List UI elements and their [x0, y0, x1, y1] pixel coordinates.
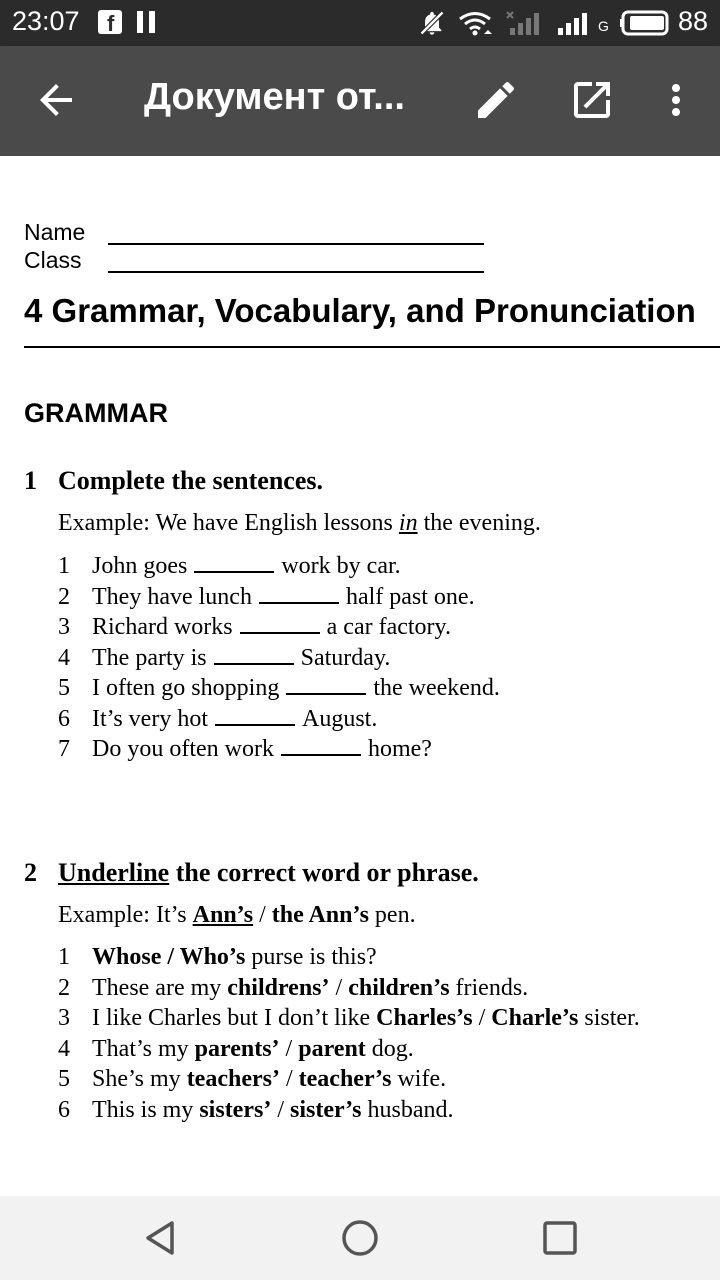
choice-option[interactable]: children’s [348, 974, 450, 1001]
item-number: 3 [58, 614, 70, 640]
example-part: / [253, 902, 272, 928]
item-number: 6 [58, 1096, 70, 1123]
facebook-icon: f [98, 10, 122, 34]
pause-icon [137, 11, 157, 33]
status-bar [0, 0, 720, 46]
item-number: 5 [58, 1066, 70, 1092]
item-text: friends. [449, 974, 529, 1001]
nav-recents-icon[interactable] [540, 1218, 580, 1258]
document-page[interactable] [0, 156, 720, 1196]
exercise-2-number: 2 [24, 858, 37, 887]
answer-blank[interactable] [240, 614, 320, 634]
battery-level: 88 [677, 6, 708, 36]
battery-icon [620, 10, 670, 36]
exercise-2-item [58, 1005, 640, 1035]
exercise-2-item [58, 1036, 414, 1066]
nav-back-icon[interactable] [140, 1218, 180, 1258]
class-line [108, 271, 484, 273]
item-text: wife. [391, 1066, 447, 1092]
back-icon[interactable] [32, 76, 80, 124]
wifi-icon [458, 10, 492, 36]
item-text: This is my [92, 1096, 200, 1123]
choice-option[interactable]: teacher’s [298, 1066, 392, 1092]
exercise-1-item [58, 675, 500, 705]
class-label: Class [24, 247, 82, 273]
name-label: Name [24, 219, 86, 245]
choice-option[interactable]: parents’ [194, 1035, 280, 1062]
name-line [108, 243, 484, 245]
item-number: 4 [58, 1035, 70, 1062]
edit-icon[interactable] [472, 76, 520, 124]
item-text-after: home? [367, 736, 432, 762]
item-text-before: They have lunch [92, 583, 252, 610]
nav-home-icon[interactable] [340, 1218, 380, 1258]
item-text-after: a car factory. [326, 614, 451, 640]
item-text: / [271, 1096, 290, 1123]
more-vert-icon[interactable] [652, 76, 700, 124]
item-text: That’s my [92, 1035, 195, 1062]
item-text-after: the weekend. [373, 675, 500, 701]
grammar-heading: GRAMMAR [24, 398, 168, 428]
instruction-rest: the correct word or phrase. [169, 858, 479, 887]
item-text: dog. [365, 1035, 414, 1062]
item-text: She’s my [92, 1066, 187, 1092]
exercise-1-item [58, 645, 390, 675]
item-text-after: work by car. [281, 553, 401, 579]
example-part: Example: It’s [58, 902, 193, 928]
item-text: husband. [361, 1096, 454, 1123]
answer-blank[interactable] [214, 645, 294, 665]
answer-blank[interactable] [281, 736, 361, 756]
item-text-after: Saturday. [300, 644, 391, 671]
navigation-bar [0, 1196, 720, 1280]
item-number: 2 [58, 974, 70, 1001]
example-prefix: Example: We have English lessons [58, 510, 399, 536]
item-text-before: The party is [92, 644, 207, 671]
choice-option[interactable]: teachers’ [186, 1066, 280, 1092]
item-number: 6 [58, 705, 70, 732]
item-number: 5 [58, 675, 70, 701]
item-text: / [472, 1005, 492, 1031]
choice-option[interactable]: sister’s [290, 1096, 362, 1123]
item-number: 4 [58, 644, 70, 671]
signal-off-icon [506, 10, 540, 36]
choice-option[interactable]: parent [298, 1035, 366, 1062]
exercise-1-item [58, 553, 401, 583]
status-time: 23:07 [12, 6, 80, 36]
section-title: 4 Grammar, Vocabulary, and Pronunciation [24, 292, 696, 329]
choice-option[interactable]: childrens’ [227, 974, 330, 1001]
item-text-before: I often go shopping [92, 675, 280, 701]
exercise-2-item [58, 944, 377, 974]
item-text: / [329, 974, 349, 1001]
example-part: pen. [368, 902, 416, 928]
item-text: / [279, 1066, 299, 1092]
item-text: purse is this? [245, 944, 377, 970]
answer-blank[interactable] [215, 706, 295, 726]
choice-option[interactable]: Charles’s [376, 1005, 473, 1031]
exercise-2-item [58, 975, 528, 1005]
mute-icon [418, 9, 446, 37]
item-number: 3 [58, 1005, 70, 1031]
item-number: 2 [58, 583, 70, 610]
exercise-2-item [58, 1097, 454, 1127]
exercise-1-instruction: Complete the sentences. [58, 466, 323, 495]
answer-blank[interactable] [194, 553, 274, 573]
item-text-after: half past one. [345, 583, 475, 610]
open-external-icon[interactable] [568, 76, 616, 124]
document-title: Документ от... [144, 76, 405, 118]
exercise-1-item [58, 584, 475, 614]
example-answer: in [398, 510, 418, 536]
instruction-underlined: Underline [58, 858, 170, 887]
item-number: 1 [58, 944, 70, 970]
item-number: 1 [58, 553, 70, 579]
app-bar [0, 46, 720, 156]
exercise-1-item [58, 706, 377, 736]
example-part: Ann’s [192, 902, 254, 928]
exercise-1-example [58, 510, 541, 537]
item-text-after: August. [301, 705, 378, 732]
exercise-2-item [58, 1066, 446, 1096]
item-text: / [279, 1035, 299, 1062]
exercise-2-example [58, 902, 416, 929]
item-text: sister. [578, 1005, 640, 1031]
item-text-before: Richard works [92, 614, 233, 640]
item-text-before: It’s very hot [92, 705, 208, 732]
exercise-1-item [58, 614, 451, 644]
exercise-1-item [58, 736, 432, 766]
choice-option[interactable]: Charle’s [491, 1005, 579, 1031]
item-text: These are my [92, 974, 228, 1001]
network-type: G [598, 18, 609, 34]
item-text-before: John goes [92, 553, 188, 579]
choice-option[interactable]: Whose / Who’s [92, 944, 246, 970]
exercise-1-number: 1 [24, 466, 37, 495]
exercise-2-instruction [58, 858, 479, 888]
example-part: the Ann’s [271, 902, 369, 928]
answer-blank[interactable] [286, 675, 366, 695]
signal-icon [556, 10, 592, 36]
answer-blank[interactable] [259, 584, 339, 604]
item-text: I like Charles but I don’t like [92, 1005, 377, 1031]
item-number: 7 [58, 736, 70, 762]
item-text-before: Do you often work [92, 736, 274, 762]
choice-option[interactable]: sisters’ [199, 1096, 272, 1123]
title-rule [24, 346, 720, 348]
example-suffix: the evening. [417, 510, 541, 536]
